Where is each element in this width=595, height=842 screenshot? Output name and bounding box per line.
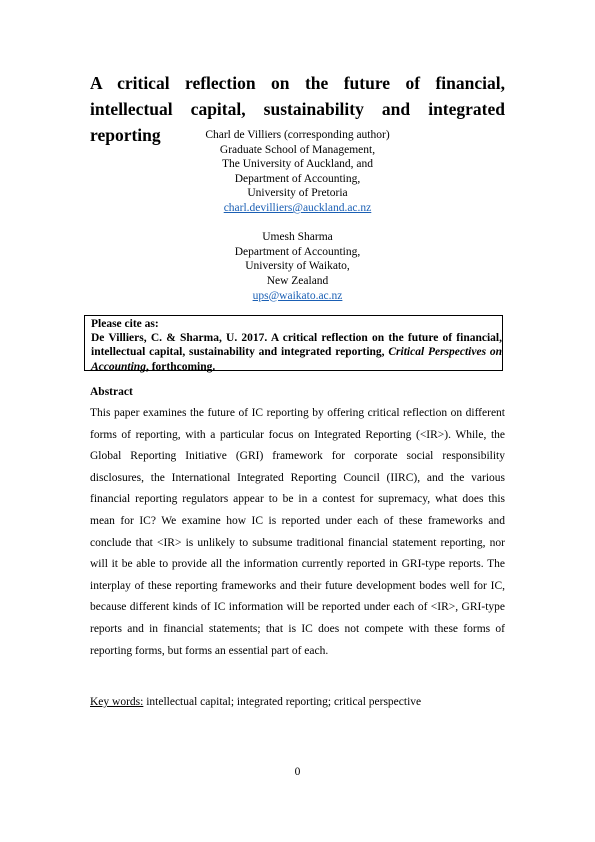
page-number: 0 (294, 766, 301, 778)
author-2-affiliation-line: Department of Accounting, (234, 245, 361, 258)
keywords-text: intellectual capital; integrated reporting; critical perspective (143, 696, 422, 708)
author-1-affiliation-line: Graduate School of Management, (219, 143, 376, 156)
author-1-affiliation-line: University of Pretoria (247, 187, 348, 200)
citation-journal: Critical Perspectives on Accounting (91, 346, 503, 373)
author-1-email-link[interactable]: charl.devilliers@auckland.ac.nz (223, 201, 372, 214)
citation-heading: Please cite as: (91, 318, 159, 330)
author-2-name: Umesh Sharma (262, 231, 333, 244)
abstract-body: This paper examines the future of IC reporting by offering critical reflection on different forms of reporting, with a particular focus on Integrated Reporting (<IR>). While, the Global Reporting Initiative (GRI) framework for corporate social responsibility disclosures, the International Integrated Reporting Council (IIRC), and the various financial reporting regulators appear to be in a contest for supremacy, what does this mean for IC? We examine how IC is reported under each of these frameworks and conclude that <IR> is unlikely to subsume traditional financial statement reporting, nor will it be able to provide all the information currently reported in GRI-type reports. The interplay of these reporting frameworks and their future development bodes well for IC, because different kinds of IC information will be reported under each of <IR>, GRI-type reports and in financial statements; that is IC does not compete with these forms of reporting forms, but forms an essential part of each. (90, 407, 505, 657)
keywords-line (90, 694, 421, 710)
author-1 (90, 128, 505, 216)
author-1-affiliation-line: Department of Accounting, (234, 172, 361, 185)
paper-title: A critical reflection on the future of financial, intellectual capital, sustainability and integrated reporting (90, 73, 505, 145)
author-2-affiliation-line: University of Waikato, (245, 260, 350, 273)
author-1-name: Charl de Villiers (corresponding author) (205, 129, 390, 141)
author-block (90, 128, 505, 303)
author-2-affiliation-line: New Zealand (266, 274, 329, 287)
citation-text (91, 331, 502, 374)
author-2-email-link[interactable]: ups@waikato.ac.nz (252, 289, 343, 302)
author-1-affiliation-line: The University of Auckland, and (221, 158, 374, 171)
author-2 (90, 230, 505, 303)
citation-box (84, 315, 503, 371)
keywords-label: Key words: (90, 696, 144, 708)
abstract-heading: Abstract (90, 386, 133, 398)
citation-reference: De Villiers, C. & Sharma, U. 2017. A critical reflection on the future of financial, intellectual capital, sustainability and integrated reporting, (91, 332, 502, 359)
citation-status: , forthcoming. (145, 360, 216, 373)
